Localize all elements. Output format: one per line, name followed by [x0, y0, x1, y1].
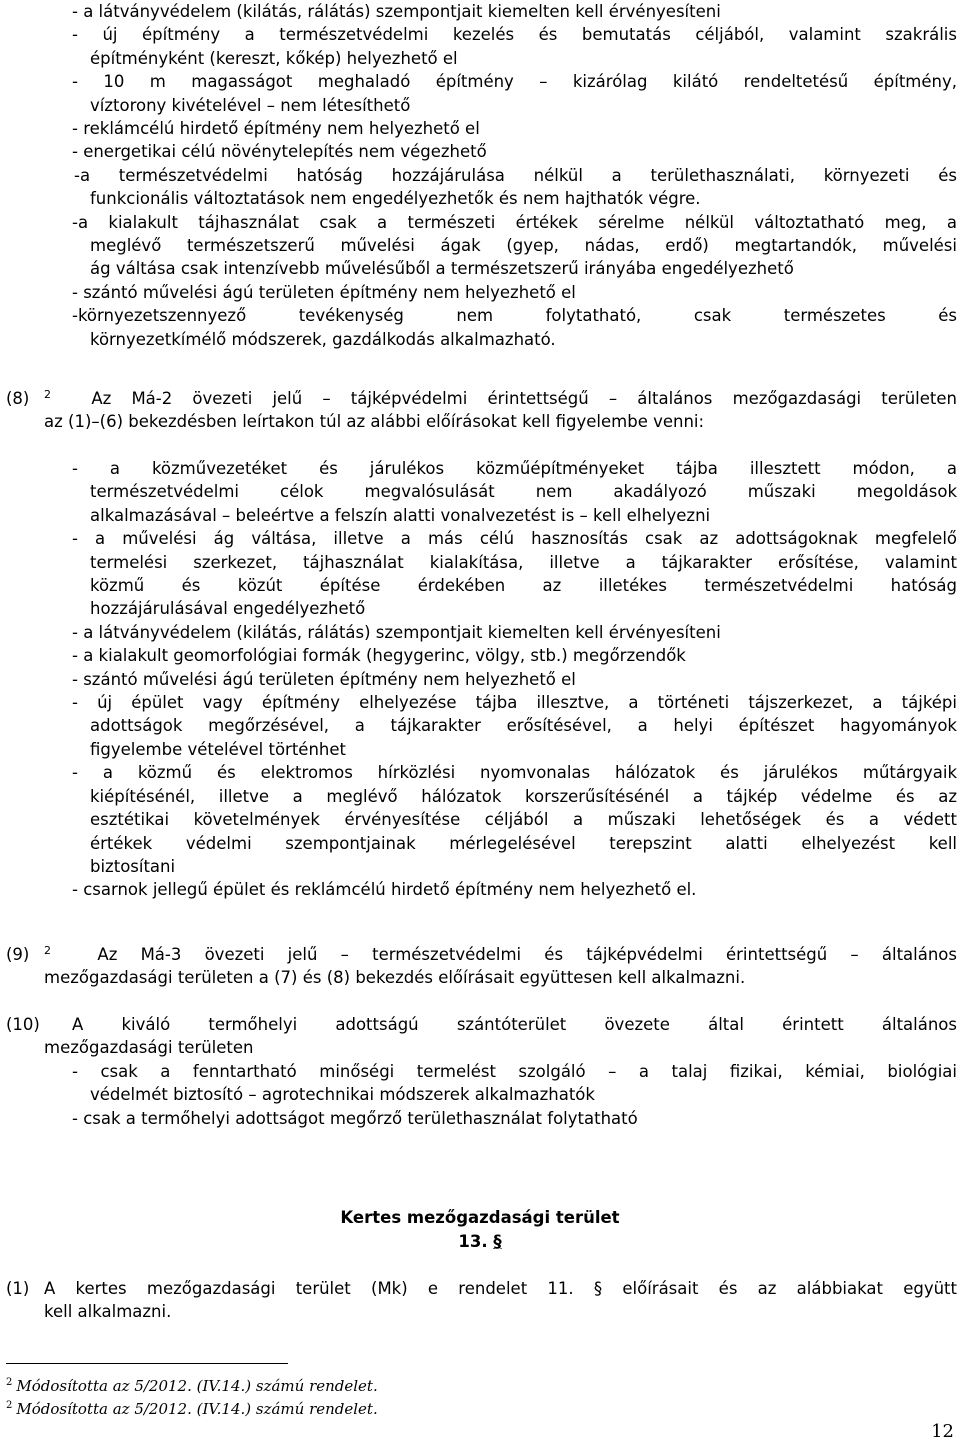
section-symbol: § — [493, 1232, 502, 1251]
paragraph-line: A kiváló termőhelyi adottságú szántóterület övezete által érintett általános — [72, 1015, 957, 1034]
paragraph-9 — [44, 943, 957, 990]
list-item: - a kialakult geomorfológiai formák (hegygerinc, völgy, stb.) megőrzendők — [72, 646, 686, 666]
paragraph-10-list — [72, 1060, 957, 1130]
list-item: - csak a fenntartható minőségi termelést szolgáló – a talaj fizikai, kémiai, biológiai — [72, 1062, 957, 1081]
list-item: hozzájárulásával engedélyezhető — [90, 599, 366, 619]
paragraph-8 — [44, 387, 957, 434]
paragraph-number: (9) — [6, 945, 30, 964]
list-item: védelmét biztosító – agrotechnikai módszerek alkalmazhatók — [90, 1085, 595, 1105]
list-item: esztétikai követelmények érvényesítése céljából a műszaki lehetőségek és a védett — [90, 810, 957, 830]
paragraph-line: mezőgazdasági területen a (7) és (8) bekezdés előírásait együttesen kell alkalmazni. — [44, 968, 746, 988]
list-item: - a közművezetéket és járulékos közműépítményeket tájba illesztett módon, a — [72, 459, 957, 478]
paragraph-10 — [72, 1013, 957, 1036]
list-item: közmű és közút építése érdekében az illetékes természetvédelmi hatóság — [90, 576, 957, 596]
top-list — [72, 0, 957, 351]
list-item: adottságok megőrzésével, a tájkarakter erősítésével, a helyi építészet hagyományok — [90, 716, 957, 736]
list-item: értékek védelmi szempontjainak mérlegelésével terepszint alatti elhelyezést kell — [90, 833, 957, 853]
list-item: természetvédelmi célok megvalósulását nem akadályozó műszaki megoldások — [90, 482, 957, 502]
list-item: - a látványvédelem (kilátás, rálátás) szempontjait kiemelten kell érvényesíteni — [72, 2, 721, 21]
footnote-ref: 2 — [44, 388, 51, 401]
list-item: funkcionális változtatások nem engedélyezhetők és nem hajthatók végre. — [90, 189, 701, 209]
paragraph-line: $^2$ Az Má-2 övezeti jelű – tájképvédelmi érintettségű – általános mezőgazdasági területen — [44, 388, 957, 408]
paragraph-10-cont — [44, 1036, 957, 1059]
paragraph-number: (8) — [6, 389, 30, 408]
list-item: - a művelési ág váltása, illetve a más célú hasznosítás csak az adottságoknak megfelelő — [72, 529, 957, 549]
list-item: meglévő természetszerű művelési ágak (gyep, nádas, erdő) megtartandók, művelési — [90, 236, 957, 256]
list-item: - új építmény a természetvédelmi kezelés és bemutatás céljából, valamint szakrális — [72, 25, 957, 45]
list-item: környezetkímélő módszerek, gazdálkodás alkalmazható. — [90, 329, 556, 349]
list-item: - szántó művelési ágú területen építmény nem helyezhető el — [72, 669, 576, 689]
paragraph-number: (1) — [6, 1279, 30, 1298]
footnote-divider — [6, 1363, 288, 1364]
list-item: figyelembe vételével történhet — [90, 739, 346, 759]
paragraph-number: (10) — [6, 1015, 40, 1034]
list-item: - 10 m magasságot meghaladó építmény – kizárólag kilátó rendeltetésű építmény, — [72, 72, 957, 92]
list-item: termelési szerkezet, tájhasználat kialakítása, illetve a tájkarakter erősítése, valamint — [90, 552, 957, 572]
paragraph-line: $^2$ Az Má-3 övezeti jelű – természetvédelmi és tájképvédelmi érintettségű – általános — [44, 944, 957, 964]
list-item: víztorony kivételével – nem létesíthető — [90, 95, 411, 115]
list-item: - a közmű és elektromos hírközlési nyomvonalas hálózatok és járulékos műtárgyaik — [72, 763, 957, 783]
list-item: -környezetszennyező tevékenység nem folytatható, csak természetes és — [72, 306, 957, 326]
section-number: 13. § — [458, 1232, 502, 1251]
section-title: Kertes mezőgazdasági terület — [340, 1208, 620, 1227]
paragraph-13-1 — [44, 1277, 957, 1324]
list-item: építményként (kereszt, kőkép) helyezhető el — [90, 48, 458, 68]
paragraph-line: A kertes mezőgazdasági terület (Mk) e rendelet 11. § előírásait és az alábbiakat együtt — [44, 1279, 957, 1298]
paragraph-line: mezőgazdasági területen — [44, 1038, 254, 1057]
list-item: - új épület vagy építmény elhelyezése tájba illesztve, a történeti tájszerkezet, a tájképi — [72, 693, 957, 713]
list-item: - csak a termőhelyi adottságot megőrző területhasználat folytatható — [72, 1108, 638, 1128]
paragraph-8-list — [72, 457, 957, 902]
list-item: - a látványvédelem (kilátás, rálátás) szempontjait kiemelten kell érvényesíteni — [72, 622, 721, 642]
list-item: - csarnok jellegű épület és reklámcélú hirdető építmény nem helyezhető el. — [72, 880, 697, 900]
paragraph-line: kell alkalmazni. — [44, 1302, 172, 1322]
list-item: alkalmazásával – beleértve a felszín alatti vonalvezetést is – kell elhelyezni — [90, 505, 711, 525]
footnote: $^2$ Módosította az 5/2012. (IV.14.) számú rendelet. — [6, 1400, 378, 1418]
list-item: -a természetvédelmi hatóság hozzájárulása nélkül a területhasználati, környezeti és — [74, 165, 957, 185]
list-item: - reklámcélú hirdető építmény nem helyezhető el — [72, 119, 480, 139]
footnote-marker: 2 — [6, 1377, 13, 1388]
list-item: ág váltása csak intenzívebb művelésűből a természetszerű irányába engedélyezhető — [90, 259, 794, 279]
list-item: - szántó művelési ágú területen építmény nem helyezhető el — [72, 282, 576, 302]
footnote: $^2$ Módosította az 5/2012. (IV.14.) számú rendelet. — [6, 1377, 378, 1395]
list-item: biztosítani — [90, 856, 176, 876]
list-item: - energetikai célú növénytelepítés nem végezhető — [72, 142, 487, 162]
footnote-marker: 2 — [6, 1400, 13, 1411]
footnote-ref: 2 — [44, 944, 51, 957]
list-item: -a kialakult tájhasználat csak a természeti értékek sérelme nélkül változtatható meg, a — [72, 212, 957, 232]
list-item: kiépítésénél, illetve a meglévő hálózatok korszerűsítésénél a tájkép védelme és az — [90, 786, 957, 806]
page-number: 12 — [931, 1421, 954, 1442]
paragraph-line: az (1)–(6) bekezdésben leírtakon túl az alábbi előírásokat kell figyelembe venni: — [44, 412, 705, 432]
